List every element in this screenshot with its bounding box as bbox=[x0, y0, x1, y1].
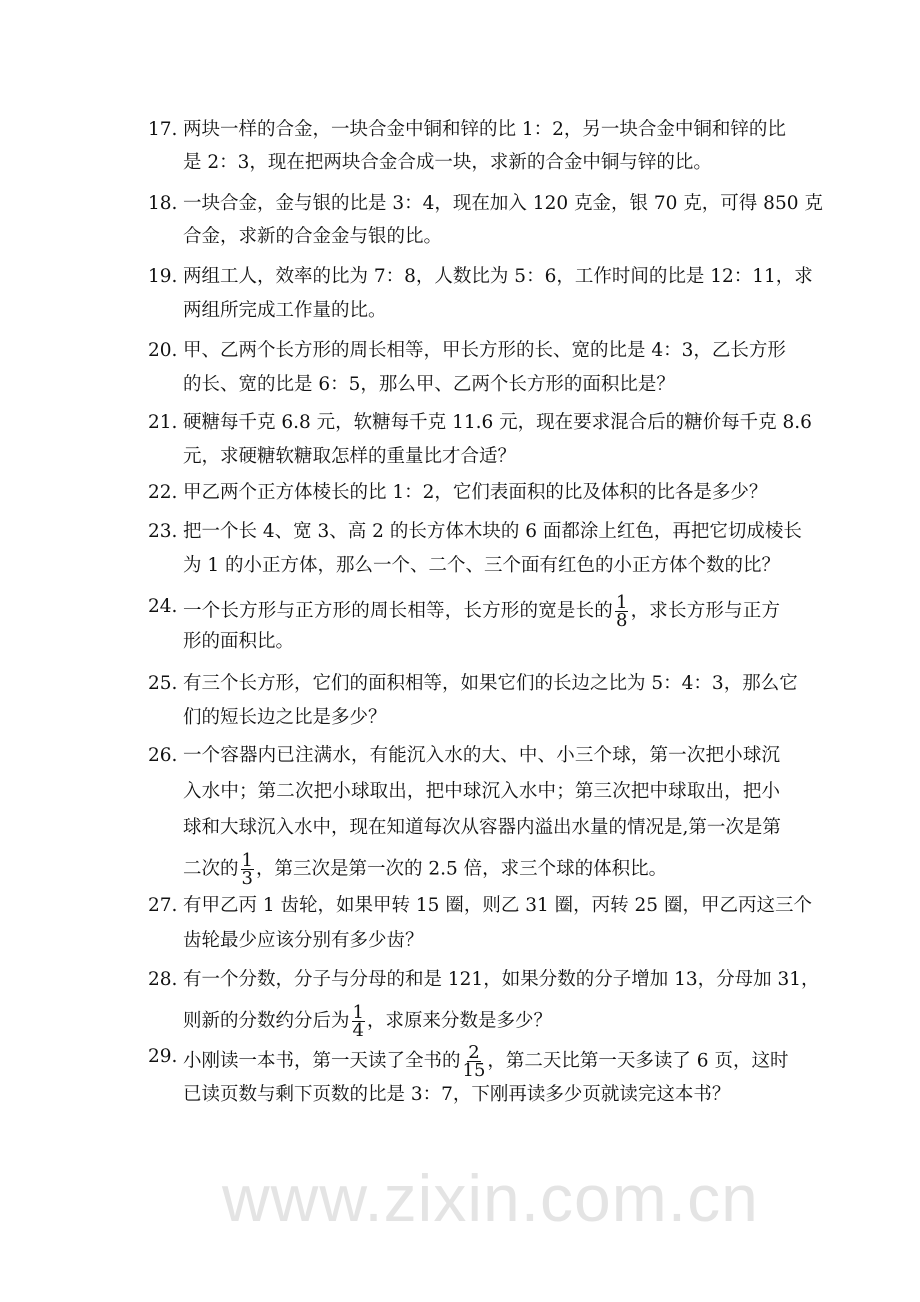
problem-number: 17. bbox=[148, 119, 178, 140]
problem-number: 21. bbox=[148, 412, 178, 433]
problem-number: 22. bbox=[148, 482, 178, 503]
fraction-numerator: 2 bbox=[468, 1042, 480, 1063]
problem-number: 27. bbox=[148, 895, 178, 916]
problem-line bbox=[183, 224, 780, 250]
problem-line bbox=[183, 1082, 780, 1108]
problem-text: 小刚读一本书，第一天读了全书的 bbox=[183, 1050, 461, 1072]
problem-23 bbox=[148, 519, 802, 545]
problem-number: 23. bbox=[148, 521, 178, 542]
problem-text: 把一个长 4、宽 3、高 2 的长方体木块的 6 面都涂上红色，再把它切成棱长 bbox=[183, 521, 802, 542]
fraction bbox=[352, 1004, 365, 1039]
problem-28 bbox=[148, 967, 820, 993]
problem-line bbox=[183, 779, 780, 805]
problem-number: 18. bbox=[148, 193, 178, 214]
fraction-denominator: 8 bbox=[615, 610, 628, 631]
fraction bbox=[615, 594, 628, 629]
problem-line bbox=[183, 928, 780, 954]
problem-number: 20. bbox=[148, 340, 178, 361]
problem-text: 有甲乙丙 1 齿轮，如果甲转 15 圈，则乙 31 圈，丙转 25 圈，甲乙丙这三个 bbox=[183, 895, 812, 916]
problem-line bbox=[183, 372, 780, 398]
problem-line bbox=[183, 444, 780, 470]
problem-number: 28. bbox=[148, 969, 178, 990]
problem-text: 甲、乙两个长方形的周长相等，甲长方形的长、宽的比是 4：3，乙长方形 bbox=[183, 340, 786, 361]
problem-line bbox=[183, 553, 780, 579]
problem-line bbox=[183, 850, 780, 889]
problem-18 bbox=[148, 191, 823, 217]
problem-text: 齿轮最少应该分别有多少齿？ bbox=[183, 930, 424, 951]
problem-20 bbox=[148, 338, 786, 364]
fraction bbox=[463, 1044, 486, 1079]
problem-26 bbox=[148, 743, 780, 769]
problem-line bbox=[183, 298, 780, 324]
problem-29 bbox=[148, 1042, 789, 1081]
problem-text: 已读页数与剩下页数的比是 3：7，下刚再读多少页就读完这本书？ bbox=[183, 1084, 731, 1105]
problem-27 bbox=[148, 893, 812, 919]
problem-text: 则新的分数约分后为 bbox=[183, 1010, 350, 1032]
problem-line bbox=[183, 815, 780, 841]
problem-text: ，第二天比第一天多读了 6 页，这时 bbox=[487, 1050, 789, 1072]
problem-line bbox=[183, 1002, 780, 1041]
problem-text: 两块一样的合金，一块合金中铜和锌的比 1：2，另一块合金中铜和锌的比 bbox=[183, 119, 786, 140]
fraction-numerator: 1 bbox=[615, 592, 628, 613]
problem-24 bbox=[148, 592, 780, 631]
fraction-denominator: 15 bbox=[462, 1060, 486, 1081]
problem-text: ，第三次是第一次的 2.5 倍，求三个球的体积比。 bbox=[255, 858, 668, 880]
problem-text: 两组工人，效率的比为 7：8，人数比为 5：6，工作时间的比是 12：11，求 bbox=[183, 266, 813, 287]
problem-text: 形的面积比。 bbox=[183, 631, 295, 652]
fraction bbox=[241, 852, 254, 887]
problem-text: 一个容器内已注满水，有能沉入水的大、中、小三个球，第一次把小球沉 bbox=[183, 745, 780, 766]
problem-text: 有一个分数，分子与分母的和是 121，如果分数的分子增加 13，分母加 31， bbox=[183, 969, 820, 990]
fraction-denominator: 4 bbox=[352, 1020, 364, 1041]
problem-number: 19. bbox=[148, 266, 178, 287]
problem-22 bbox=[148, 480, 780, 506]
problem-text: 两组所完成工作量的比。 bbox=[183, 300, 387, 321]
fraction-numerator: 1 bbox=[241, 850, 253, 871]
problem-text: 们的短长边之比是多少？ bbox=[183, 707, 387, 728]
fraction-numerator: 1 bbox=[352, 1002, 364, 1023]
problem-text: 为 1 的小正方体，那么一个、二个、三个面有红色的小正方体个数的比？ bbox=[183, 555, 781, 576]
problem-text: ，求原来分数是多少？ bbox=[366, 1010, 552, 1032]
problem-text: ，求长方形与正方 bbox=[630, 600, 780, 622]
problem-text: 合金，求新的合金金与银的比。 bbox=[183, 226, 443, 247]
problem-text: 一块合金，金与银的比是 3：4，现在加入 120 克金，银 70 克，可得 850 克 bbox=[183, 193, 823, 214]
problem-number: 24. bbox=[148, 596, 178, 617]
fraction-denominator: 3 bbox=[241, 868, 253, 889]
problem-line bbox=[183, 629, 780, 655]
problem-line bbox=[183, 705, 780, 731]
problem-25 bbox=[148, 671, 798, 697]
problem-17 bbox=[148, 117, 786, 143]
problem-text: 球和大球沉入水中，现在知道每次从容器内溢出水量的情况是,第一次是第 bbox=[183, 817, 781, 838]
problem-text: 入水中；第二次把小球取出，把中球沉入水中；第三次把中球取出，把小 bbox=[183, 781, 780, 802]
problem-text: 元，求硬糖软糖取怎样的重量比才合适？ bbox=[183, 446, 517, 467]
problem-text: 二次的 bbox=[183, 858, 239, 880]
problem-number: 26. bbox=[148, 745, 178, 766]
problem-text: 一个长方形与正方形的周长相等，长方形的宽是长的 bbox=[183, 600, 613, 622]
problem-number: 29. bbox=[148, 1046, 178, 1067]
problem-number: 25. bbox=[148, 673, 178, 694]
problem-text: 的长、宽的比是 6：5，那么甲、乙两个长方形的面积比是？ bbox=[183, 374, 675, 395]
problem-text: 有三个长方形，它们的面积相等，如果它们的长边之比为 5：4：3，那么它 bbox=[183, 673, 798, 694]
problem-text: 甲乙两个正方体棱长的比 1：2，它们表面积的比及体积的比各是多少？ bbox=[183, 482, 768, 503]
problem-19 bbox=[148, 264, 813, 290]
problem-line bbox=[183, 150, 780, 176]
watermark: www.zixin.com.cn bbox=[222, 1161, 759, 1235]
problem-text: 是 2：3，现在把两块合金合成一块，求新的合金中铜与锌的比。 bbox=[183, 152, 712, 173]
problem-text: 硬糖每千克 6.8 元，软糖每千克 11.6 元，现在要求混合后的糖价每千克 8.6 bbox=[183, 412, 812, 433]
problem-21 bbox=[148, 410, 812, 436]
